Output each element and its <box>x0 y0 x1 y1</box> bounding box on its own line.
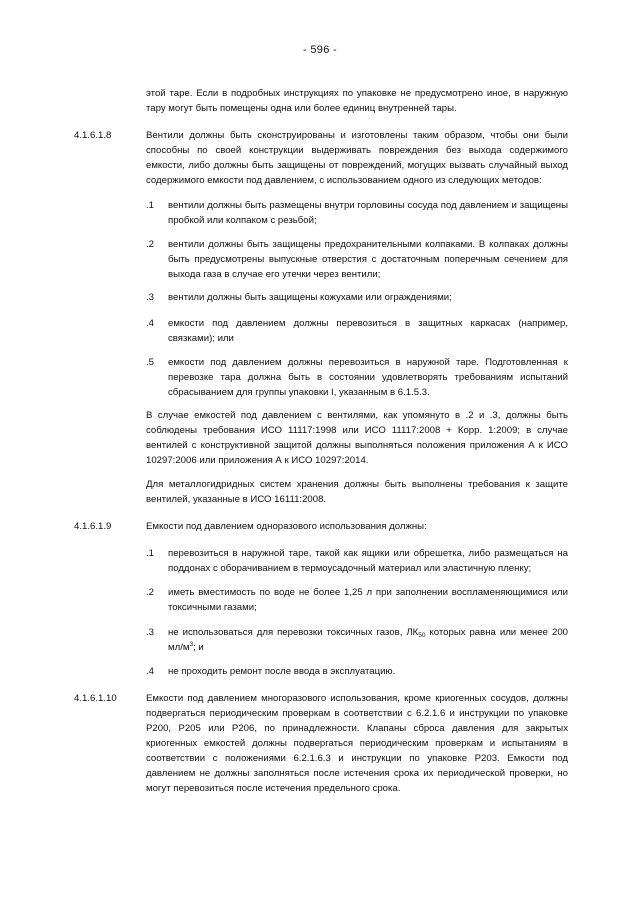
list-item-text: вентили должны быть защищены кожухами или ограждениями; <box>168 292 452 303</box>
text-fragment: ; и <box>193 642 204 653</box>
text-fragment: которых равна или менее 200 мл/м <box>168 627 568 653</box>
section-text-4-1-6-1-8: Вентили должны быть сконструированы и изготовлены таким образом, чтобы они были способны по своей конструкции выдерживать повреждения без выхода содержимого емкости, либо должны быть защищены от повреждений, могущих вызвать случайный выход содержимого емкости под давлением, с использованием одного из следующих методов: <box>146 130 568 186</box>
note-paragraph: Для металлогидридных систем хранения должны быть выполнены требования к защите вентилей, указанные в ИСО 16111:2008. <box>146 479 568 505</box>
superscript: 3 <box>189 641 194 648</box>
list-item-number: .2 <box>146 239 155 250</box>
list-item-text: емкости под давлением должны перевозиться в наружной таре. Подготовленная к перевозке тара должна быть в состоянии удовлетворять требованиям испытаний сбрасыванием для группы упаковки I, указанным в 6.1.5.3. <box>168 357 568 398</box>
list-item-number: .4 <box>146 318 155 329</box>
list-item-text: не проходить ремонт после ввода в эксплуатацию. <box>168 666 396 677</box>
text-fragment: не использоваться для перевозки токсичных газов, ЛК <box>168 627 419 638</box>
list-item-text <box>168 625 568 655</box>
list-item-number: .5 <box>146 357 155 368</box>
section-number-4-1-6-1-9: 4.1.6.1.9 <box>74 521 112 532</box>
list-item-number: .3 <box>146 627 155 638</box>
list-item-text: вентили должны быть защищены предохранительными колпаками. В колпаках должны быть предусмотрены выпускные отверстия с достаточным поперечным сечением для выхода газа в случае его утечки через вентили; <box>168 239 568 280</box>
section-number-4-1-6-1-8: 4.1.6.1.8 <box>74 130 112 141</box>
subscript: 50 <box>418 632 426 639</box>
list-item-text: перевозиться в наружной таре, такой как ящики или обрешетка, либо размещаться на поддонах с оборачиванием в термоусадочный материал или эластичную пленку; <box>168 548 568 574</box>
section-text-4-1-6-1-9: Емкости под давлением одноразового использования должны: <box>146 521 427 532</box>
section-text-4-1-6-1-10: Емкости под давлением многоразового использования, кроме криогенных сосудов, должны подвергаться периодическим проверкам в соответствии с 6.2.1.6 и инструкции по упаковке Р200, Р205 или Р206, по принадлежности. Клапаны сброса давления для закрытых криогенных емкостей должны подвергаться периодическим проверкам и испытаниям в соответствии с положениями 6.2.1.6.3 и инструкции по упаковке Р203. Емкости под давлением не должны заполняться после истечения срока их периодической проверки, но могут перевозиться после истечения предельного срока. <box>146 693 568 794</box>
note-paragraph: В случае емкостей под давлением с вентилями, как упомянуто в .2 и .3, должны быть соблюдены требования ИСО 11117:1998 или ИСО 11117:2008 + Корр. 1:2009; в случае вентилей с конструктивной защитой должны выполняться положения приложения А к ИСО 10297:2006 или приложения А к ИСО 10297:2014. <box>146 410 568 466</box>
list-item-text: иметь вместимость по воде не более 1,25 л при заполнении воспламеняющимися или токсичными газами; <box>168 587 568 613</box>
section-number-4-1-6-1-10: 4.1.6.1.10 <box>74 693 117 704</box>
list-item-text: вентили должны быть размещены внутри горловины сосуда под давлением и защищены пробкой или колпаком с резьбой; <box>168 200 568 226</box>
list-item-number: .2 <box>146 587 155 598</box>
list-item-number: .1 <box>146 200 155 211</box>
list-item-number: .4 <box>146 666 155 677</box>
list-item-number: .1 <box>146 548 155 559</box>
page-number: - 596 - <box>303 44 337 56</box>
intro-paragraph: этой таре. Если в подробных инструкциях по упаковке не предусмотрено иное, в наружную тару могут быть помещены одна или более единиц внутренней тары. <box>146 88 568 114</box>
list-item-number: .3 <box>146 292 155 303</box>
list-item-text: емкости под давлением должны перевозиться в защитных каркасах (например, связками); или <box>168 318 568 344</box>
